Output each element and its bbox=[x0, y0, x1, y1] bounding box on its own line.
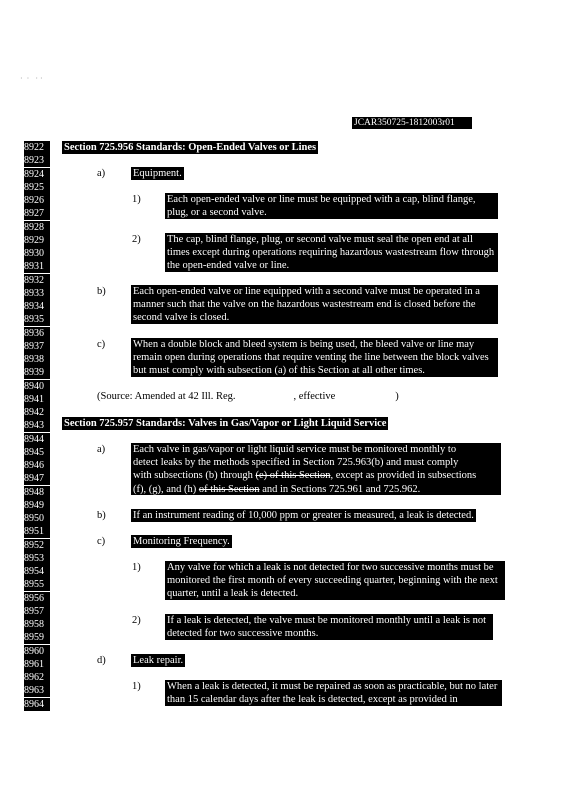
source-note-end: ) bbox=[395, 391, 399, 402]
source-note bbox=[97, 390, 399, 403]
line-number: 8959 bbox=[24, 631, 50, 644]
text-run: , except as provided in subsections bbox=[330, 470, 477, 482]
line-number: 8927 bbox=[24, 207, 50, 220]
subsection-a-line-1: Each valve in gas/vapor or light liquid service must be monitored monthly to bbox=[133, 444, 457, 455]
struck-text: (e) of this Section bbox=[255, 470, 331, 482]
line-number: 8961 bbox=[24, 658, 50, 671]
item-1-label: 1) bbox=[132, 562, 141, 573]
line-number: 8942 bbox=[24, 406, 50, 419]
line-number: 8945 bbox=[24, 446, 50, 459]
subsection-d-text: Leak repair. bbox=[133, 655, 184, 666]
line-number: 8953 bbox=[24, 552, 50, 565]
section-725-956-title: Section 725.956 Standards: Open-Ended Valves or Lines bbox=[64, 142, 317, 153]
line-number: 8952 bbox=[24, 539, 50, 552]
line-number: 8925 bbox=[24, 181, 50, 194]
item-2-label: 2) bbox=[132, 234, 141, 245]
line-number: 8947 bbox=[24, 472, 50, 485]
line-number: 8934 bbox=[24, 300, 50, 313]
subsection-a-label: a) bbox=[97, 444, 106, 455]
subsection-a-label: a) bbox=[97, 168, 106, 179]
line-number: 8930 bbox=[24, 247, 50, 260]
text-run: (f), (g), and (h) bbox=[133, 483, 199, 495]
line-number: 8937 bbox=[24, 340, 50, 353]
struck-text: of this Section bbox=[198, 483, 260, 495]
line-number: 8939 bbox=[24, 366, 50, 379]
subsection-b-label: b) bbox=[97, 510, 106, 521]
line-number: 8936 bbox=[24, 327, 50, 340]
item-2-text: If a leak is detected, the valve must be monitored monthly until a leak is not detected for two successive months. bbox=[165, 614, 493, 640]
line-number: 8956 bbox=[24, 592, 50, 605]
line-number: 8963 bbox=[24, 684, 50, 697]
line-number: 8954 bbox=[24, 565, 50, 578]
line-number: 8964 bbox=[24, 698, 50, 711]
line-number: 8922 bbox=[24, 141, 50, 154]
line-number: 8944 bbox=[24, 433, 50, 446]
scan-speck: · · · · bbox=[20, 74, 43, 83]
item-1-text: Each open-ended valve or line must be equipped with a cap, blind flange, plug, or a second valve. bbox=[165, 193, 498, 219]
line-number: 8948 bbox=[24, 486, 50, 499]
line-number: 8931 bbox=[24, 260, 50, 273]
line-number: 8932 bbox=[24, 274, 50, 287]
line-number: 8949 bbox=[24, 499, 50, 512]
line-number: 8943 bbox=[24, 419, 50, 432]
subsection-a-line-2: detect leaks by the methods specified in Section 725.963(b) and must comply bbox=[133, 457, 459, 469]
line-number: 8960 bbox=[24, 645, 50, 658]
subsection-c-text: Monitoring Frequency. bbox=[133, 536, 230, 547]
document-header-id: JCAR350725-1812003r01 bbox=[352, 117, 472, 129]
subsection-a-line-3 bbox=[133, 469, 499, 482]
line-number: 8957 bbox=[24, 605, 50, 618]
section-725-957-title: Section 725.957 Standards: Valves in Gas/Vapor or Light Liquid Service bbox=[64, 418, 387, 429]
line-number: 8923 bbox=[24, 154, 50, 167]
subsection-c-text: When a double block and bleed system is being used, the bleed valve or line may remain open during operations that require venting the line between the block valves but must comply with subsection (a) of this Section at all other times. bbox=[131, 338, 498, 377]
line-number: 8951 bbox=[24, 525, 50, 538]
line-number: 8955 bbox=[24, 578, 50, 591]
subsection-a-line-4 bbox=[133, 483, 499, 496]
item-1-label: 1) bbox=[132, 194, 141, 205]
line-number: 8929 bbox=[24, 234, 50, 247]
item-2-label: 2) bbox=[132, 615, 141, 626]
line-number: 8958 bbox=[24, 618, 50, 631]
subsection-c-label: c) bbox=[97, 536, 106, 547]
line-number: 8940 bbox=[24, 380, 50, 393]
line-number: 8962 bbox=[24, 671, 50, 684]
line-number: 8946 bbox=[24, 459, 50, 472]
text-run: and in Sections 725.961 and 725.962. bbox=[259, 483, 421, 495]
item-1-text: Any valve for which a leak is not detected for two successive months must be monitored the first month of every succeeding quarter, beginning with the next quarter, until a leak is detected. bbox=[165, 561, 505, 600]
line-number: 8924 bbox=[24, 168, 50, 181]
line-number: 8938 bbox=[24, 353, 50, 366]
item-2-text: The cap, blind flange, plug, or second valve must seal the open end at all times except during operations requiring hazardous wastestream flow through the open-ended valve or line. bbox=[165, 233, 498, 272]
source-note-prefix: (Source: Amended at 42 Ill. Reg. bbox=[97, 391, 236, 402]
item-1-text: When a leak is detected, it must be repaired as soon as practicable, but no later than 15 calendar days after the leak is detected, except as provided in bbox=[165, 680, 502, 706]
line-number: 8935 bbox=[24, 313, 50, 326]
subsection-c-label: c) bbox=[97, 339, 106, 350]
subsection-b-label: b) bbox=[97, 286, 106, 297]
subsection-a-text: Equipment. bbox=[133, 168, 182, 179]
line-number: 8926 bbox=[24, 194, 50, 207]
subsection-b-text: If an instrument reading of 10,000 ppm or greater is measured, a leak is detected. bbox=[133, 510, 474, 521]
item-1-label: 1) bbox=[132, 681, 141, 692]
subsection-b-text: Each open-ended valve or line equipped with a second valve must be operated in a manner such that the valve on the hazardous wastestream end is closed before the second valve is closed. bbox=[131, 285, 498, 324]
line-number: 8933 bbox=[24, 287, 50, 300]
source-note-mid: , effective bbox=[293, 391, 336, 402]
text-run: with subsections (b) through bbox=[133, 470, 256, 482]
line-number: 8941 bbox=[24, 393, 50, 406]
subsection-d-label: d) bbox=[97, 655, 106, 666]
line-number: 8950 bbox=[24, 512, 50, 525]
subsection-a-text bbox=[131, 443, 501, 495]
line-number: 8928 bbox=[24, 221, 50, 234]
